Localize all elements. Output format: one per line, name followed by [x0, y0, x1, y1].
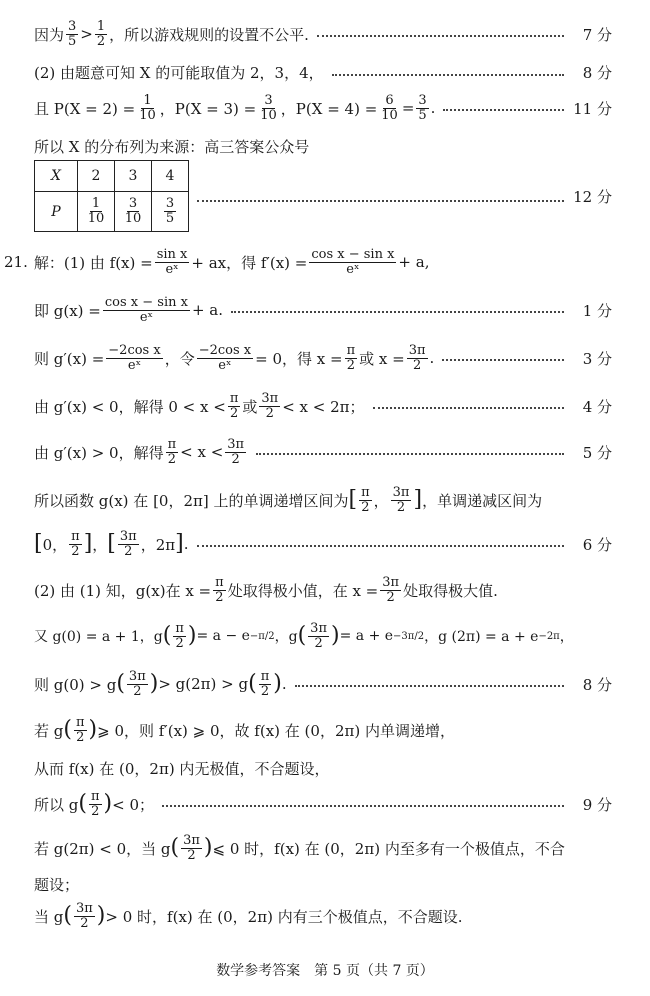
left-paren: (: [162, 623, 172, 649]
fraction: $\frac{6}{10}$: [381, 93, 398, 123]
right-paren: ): [331, 623, 340, 649]
text: ，所以游戏规则的设置不公平.: [109, 25, 309, 44]
text: 则 g(0) > g: [34, 675, 117, 694]
score: 11 分: [573, 99, 612, 118]
score: 12 分: [573, 187, 612, 206]
text: ，2π: [140, 535, 176, 554]
text: ，P(X = 3) =: [159, 99, 257, 118]
text: 所以 g: [34, 795, 79, 814]
fraction: $\frac{3}{10}$: [260, 93, 277, 123]
right-paren: ): [273, 671, 282, 697]
fraction: $\frac{3\pi}{2}$: [392, 485, 410, 515]
text: 若 g: [34, 721, 64, 740]
answer-line-19: [34, 874, 612, 895]
text: ，P(X = 4) =: [280, 99, 378, 118]
text: ⩾ 0，则 f′(x) ⩾ 0，故 f(x) 在 (0，2π) 内单调递增，: [97, 721, 455, 740]
answer-line-6: [34, 296, 612, 324]
text: < x <: [180, 443, 224, 462]
right-bracket: ]: [175, 531, 184, 557]
answer-line-11: [34, 530, 612, 558]
text: + ax，得 f′(x) =: [191, 253, 308, 272]
fraction: $\frac{1}{10}$: [139, 93, 156, 123]
text: < 0；: [112, 795, 154, 814]
answer-line-10: [34, 486, 612, 514]
left-paren: (: [297, 623, 307, 649]
leader-dots: [197, 200, 564, 202]
table-cell: $\frac{3}{5}$: [152, 192, 189, 232]
answer-line-18: [34, 834, 620, 862]
text: ，: [373, 491, 389, 510]
text: 所以 X 的分布列为来源：高三答案公众号: [34, 138, 310, 156]
text: 题设；: [34, 876, 80, 894]
table-cell: 3: [115, 161, 152, 192]
leader-dots: [443, 109, 564, 111]
left-paren: (: [170, 835, 180, 861]
fraction: $\frac{\text{−2cos x}}{\text{eˣ}}$: [108, 343, 161, 373]
text: .: [281, 675, 287, 694]
table-header-x: X: [35, 161, 78, 192]
table-row: [35, 192, 189, 232]
text: 处取得极大值.: [403, 581, 498, 600]
leader-dots: [442, 359, 564, 361]
text: 又 g(0) = a + 1，g: [34, 629, 163, 646]
score: 4 分: [582, 397, 612, 416]
text: > 0 时，f(x) 在 (0，2π) 内有三个极值点，不合题设.: [105, 907, 463, 926]
left-paren: (: [63, 903, 72, 929]
text: .: [430, 99, 436, 118]
score: 1 分: [582, 301, 612, 320]
score: 8 分: [582, 64, 612, 82]
leader-dots: [373, 407, 564, 409]
table-cell: $\frac{3}{10}$: [115, 192, 152, 232]
fraction: $\frac{3\pi}{2}$: [408, 343, 426, 373]
score: 6 分: [582, 535, 612, 554]
fraction: $\frac{\pi}{2}$: [361, 485, 370, 515]
text: = a + e: [339, 628, 394, 645]
score: 5 分: [582, 443, 612, 462]
text: ，令: [164, 349, 195, 368]
answer-line-4: [34, 136, 612, 157]
fraction: $\frac{\pi}{2}$: [90, 789, 100, 819]
left-paren: (: [116, 671, 125, 697]
right-paren: ): [203, 835, 213, 861]
table-cell: 4: [152, 161, 189, 192]
fraction: $\frac{\text{cos x − sin x}}{\text{eˣ}}$: [104, 295, 188, 325]
fraction: $\frac{\pi}{2}$: [175, 621, 184, 651]
answer-line-12: [34, 576, 612, 604]
left-paren: (: [63, 717, 72, 743]
right-paren: ): [187, 623, 197, 649]
left-paren: (: [248, 671, 257, 697]
text: ，: [559, 629, 574, 646]
text: ，单调递减区间为: [422, 491, 543, 510]
text: 处取得极小值，在 x =: [227, 581, 379, 600]
text: ⩽ 0 时，f(x) 在 (0，2π) 内至多有一个极值点，不合: [212, 839, 565, 858]
text: (2) 由 (1) 知，g(x)在 x =: [34, 581, 212, 600]
q21-line: [4, 248, 612, 276]
question-number: 21.: [4, 253, 28, 272]
text: > g(2π) > g: [158, 675, 249, 694]
fraction: $\frac{3\pi}{2}$: [310, 621, 327, 651]
fraction: $\frac{3\pi}{2}$: [261, 391, 279, 421]
left-bracket: [: [34, 531, 43, 557]
answer-line-3: [34, 94, 612, 122]
page-footer: 数学参考答案 第 5 页（共 7 页）: [216, 963, 434, 979]
fraction: $\frac{\text{sin x}}{\text{eˣ}}$: [156, 247, 188, 277]
right-paren: ): [88, 717, 98, 743]
fraction: $\frac{3}{5}$: [68, 19, 77, 49]
right-paren: ): [149, 671, 159, 697]
table-header-p: P: [35, 192, 78, 232]
text: < x < 2π；: [282, 397, 365, 416]
fraction: $\frac{3\pi}{2}$: [227, 437, 245, 467]
fraction: $\frac{\pi}{2}$: [75, 715, 85, 745]
score: 9 分: [582, 795, 612, 814]
answer-line-8: [34, 392, 612, 420]
answer-line-16: [34, 758, 612, 779]
text: >: [80, 25, 93, 44]
fraction: $\frac{\text{−2cos x}}{\text{eˣ}}$: [198, 343, 252, 373]
text: 或: [242, 397, 258, 416]
exponent: −π/2: [249, 630, 275, 642]
fraction: $\frac{3\pi}{2}$: [75, 901, 93, 931]
fraction: $\frac{3\pi}{2}$: [128, 669, 146, 699]
leader-dots: [162, 805, 564, 807]
answer-line-7: [34, 344, 612, 372]
leader-dots: [317, 35, 564, 37]
text: 即 g(x) =: [34, 301, 101, 320]
answer-line-20: [34, 902, 612, 930]
text: 若 g(2π) < 0，当 g: [34, 839, 171, 858]
text: ，g (2π) = a + e: [424, 629, 539, 646]
text: (2) 由题意可知 X 的可能取值为 2，3，4，: [34, 64, 324, 82]
fraction: $\frac{\pi}{2}$: [346, 343, 356, 373]
distribution-row: [34, 160, 612, 232]
left-paren: (: [78, 791, 87, 817]
answer-line-14: [34, 670, 612, 698]
text: 由 g′(x) > 0，解得: [34, 443, 164, 462]
text: 由 g′(x) < 0，解得 0 < x <: [34, 397, 226, 416]
right-bracket: ]: [83, 531, 93, 557]
exponent: −3π/2: [393, 630, 425, 642]
text: = a − e: [196, 628, 250, 645]
exponent: −2π: [538, 630, 560, 642]
leader-dots: [295, 685, 564, 687]
text: 解：(1) 由 f(x) =: [33, 253, 153, 272]
right-bracket: ]: [413, 487, 423, 513]
table-cell: $\frac{1}{10}$: [78, 192, 115, 232]
answer-line-1: [34, 20, 612, 48]
left-bracket: [: [348, 487, 358, 513]
text: ，g: [274, 629, 298, 646]
leader-dots: [197, 545, 565, 547]
text: .: [429, 349, 435, 368]
leader-dots: [231, 311, 564, 313]
distribution-table: [34, 160, 189, 232]
fraction: $\frac{1}{2}$: [96, 19, 106, 49]
answer-line-2: [34, 62, 612, 83]
text: 当 g: [34, 907, 64, 926]
text: .: [183, 535, 189, 554]
fraction: $\frac{3\pi}{2}$: [119, 529, 137, 559]
table-row: [35, 161, 189, 192]
score: 8 分: [582, 675, 612, 694]
answer-line-13: [34, 622, 630, 650]
answer-line-17: [34, 790, 612, 818]
table-cell: 2: [78, 161, 115, 192]
leader-dots: [256, 453, 564, 455]
fraction: $\frac{\pi}{2}$: [215, 575, 224, 605]
text: 0，: [42, 535, 68, 554]
text: + a.: [191, 301, 224, 320]
text: 从而 f(x) 在 (0，2π) 内无极值，不合题设，: [34, 760, 330, 778]
right-paren: ): [96, 903, 106, 929]
fraction: $\frac{\pi}{2}$: [260, 669, 270, 699]
fraction: $\frac{3}{5}$: [418, 93, 427, 123]
text: 且 P(X = 2) =: [34, 99, 136, 118]
leader-dots: [332, 74, 564, 76]
text: =: [401, 99, 415, 118]
right-paren: ): [103, 791, 113, 817]
answer-line-15: [34, 716, 612, 744]
fraction: $\frac{\pi}{2}$: [229, 391, 239, 421]
fraction: $\frac{\pi}{2}$: [71, 529, 80, 559]
text: ，: [92, 535, 108, 554]
fraction: $\frac{3\pi}{2}$: [183, 833, 200, 863]
score: 3 分: [582, 349, 612, 368]
fraction: $\frac{\pi}{2}$: [167, 437, 177, 467]
score: 7 分: [582, 25, 612, 44]
text: + a,: [398, 253, 430, 272]
left-bracket: [: [107, 531, 116, 557]
fraction: $\frac{\text{cos x − sin x}}{\text{eˣ}}$: [311, 247, 395, 277]
text: 所以函数 g(x) 在 [0，2π] 上的单调递增区间为: [34, 491, 349, 510]
text: 或 x =: [359, 349, 405, 368]
fraction: $\frac{3\pi}{2}$: [382, 575, 400, 605]
answer-line-9: [34, 438, 612, 466]
text: 则 g′(x) =: [34, 349, 105, 368]
text: 因为: [34, 25, 65, 44]
text: = 0，得 x =: [255, 349, 343, 368]
